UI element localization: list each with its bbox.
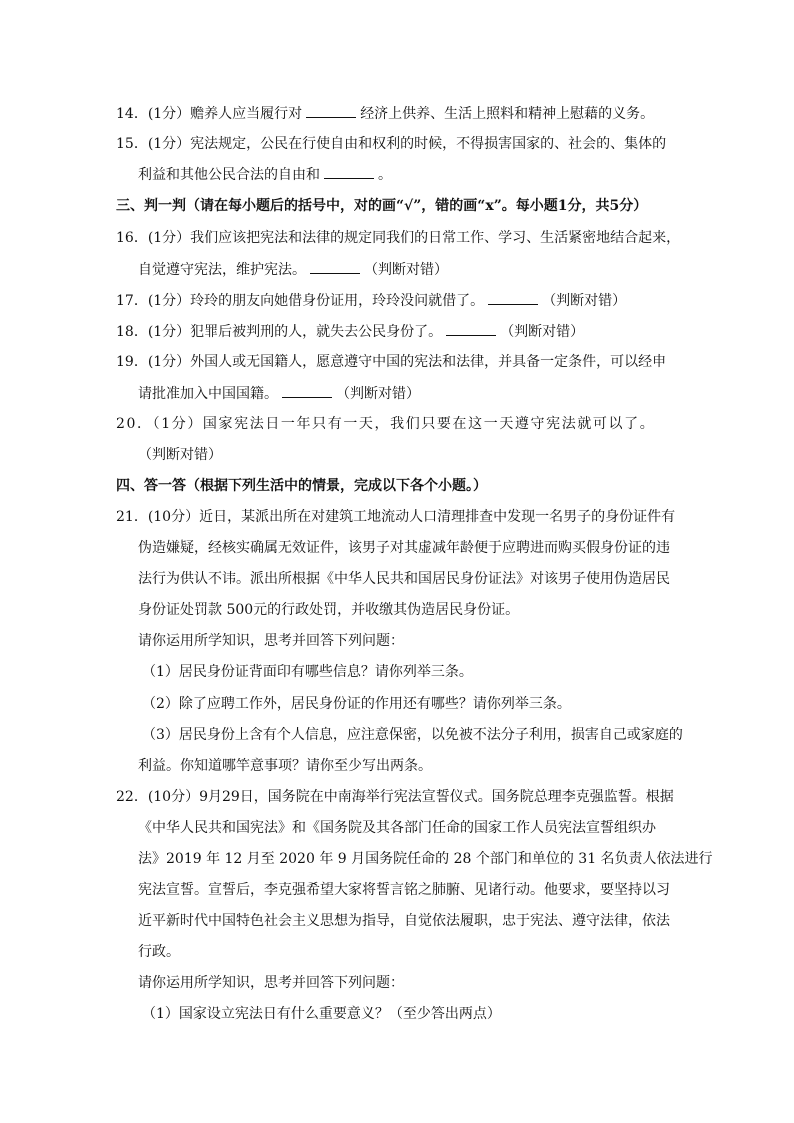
question-text: 自觉遵守宪法，维护宪法。 [138,262,306,278]
question-22-prompt: 请你运用所学知识，思考并回答下列问题： [138,975,404,991]
question-text: 17．(1分）玲玲的朋友向她借身份证用，玲玲没问就借了。 [116,293,485,309]
section-4-heading: 四、答一答（根据下列生活中的情景，完成以下各个小题。） [116,478,487,494]
judge-tag: （判断对错） [336,386,420,402]
question-21-sub-2: （2）除了应聘工作外，居民身份证的作用还有哪些？请你列举三条。 [142,696,571,712]
question-19-line-2 [138,383,420,404]
answer-blank [282,383,332,398]
question-19-line-1: 19．(1分）外国人或无国籍人，愿意遵守中国的宪法和法律，并具备一定条件，可以经申 [116,354,667,370]
question-22-line-6: 行政。 [138,944,180,960]
question-21-line-3: 法行为供认不讳。派出所根据《中华人民共和国居民身份证法》对该男子使用伪造居民 [138,571,670,587]
question-22-line-5: 近平新时代中国特色社会主义思想为指导，自觉依法履职，忠于宪法、遵守法律，依法 [138,913,670,929]
question-21-sub-3-line-2: 利益。你知道哪竿意事项？请你至少写出两条。 [138,758,432,774]
question-21-line-4: 身份证处罚款 500元的行政处罚，并收缴其伪造居民身份证。 [138,602,520,618]
answer-blank [310,259,360,274]
answer-blank [306,103,356,118]
question-18 [116,321,584,342]
question-21-sub-1: （1）居民身份证背面印有哪些信息？请你列举三条。 [142,664,473,680]
question-16-line-2 [138,259,448,280]
question-22-line-1: 22．(10分）9月29日，国务院在中南海举行宪法宣誓仪式。国务院总理李克强监誓。根据 [116,789,674,805]
question-22-line-3: 法》2019 年 12 月至 2020 年 9 月国务院任命的 28 个部门和单位的 31 名负责人依法进行 [138,851,713,867]
judge-tag: （判断对错） [364,262,448,278]
answer-blank [446,321,496,336]
question-text: 18．(1分）犯罪后被判刑的人，就失去公民身份了。 [116,324,443,340]
answer-blank [488,290,538,305]
question-16-line-1: 16．(1分）我们应该把宪法和法律的规定同我们的日常工作、学习、生活紧密地结合起来， [116,230,681,246]
question-20-line-1: 20．（1分）国家宪法日一年只有一天，我们只要在这一天遵守宪法就可以了。 [116,416,656,432]
question-text: 请批准加入中国国籍。 [138,386,278,402]
question-text: 。 [378,167,392,183]
question-14 [116,103,654,124]
judge-tag: （判断对错） [542,293,627,309]
question-21-prompt: 请你运用所学知识，思考并回答下列问题： [138,633,404,649]
question-22-line-4: 宪法宣誓。宣誓后，李克强希望大家将誓言铭之肺腑、见诸行动。他要求，要坚持以习 [138,882,670,898]
question-22-line-2: 《中华人民共和国宪法》和《国务院及其各部门任命的国家工作人员宪法宣誓组织办 [138,820,656,836]
question-15-line-2 [138,164,392,185]
question-21-sub-3-line-1: （3）居民身份上含有个人信息，应注意保密，以免被不法分子利用，损害自己或家庭的 [142,727,683,743]
question-21-line-2: 伪造嫌疑，经核实确属无效证件，该男子对其虚减年龄便于应聘进而购买假身份证的违 [138,540,670,556]
question-17 [116,290,626,311]
question-text: 14．(1分）赡养人应当履行对 [116,106,303,122]
question-20-line-2: （判断对错） [138,447,222,463]
judge-tag: （判断对错） [500,324,585,340]
question-21-line-1: 21．(10分）近日，某派出所在对建筑工地流动人口清理排查中发现一名男子的身份证件有 [116,509,676,525]
question-text: 利益和其他公民合法的自由和 [138,167,320,183]
answer-blank [324,164,374,179]
question-text: 经济上供养、生活上照料和精神上慰藉的义务。 [360,106,655,122]
question-15-line-1: 15．(1分）宪法规定，公民在行使自由和权利的时候，不得损害国家的、社会的、集体的 [116,136,667,152]
section-3-heading: 三、判一判（请在每小题后的括号中，对的画“√”，错的画“x”。每小题1分，共5分） [116,198,648,214]
question-22-sub-1: （1）国家设立宪法日有什么重要意义？（至少答出两点） [142,1006,501,1022]
